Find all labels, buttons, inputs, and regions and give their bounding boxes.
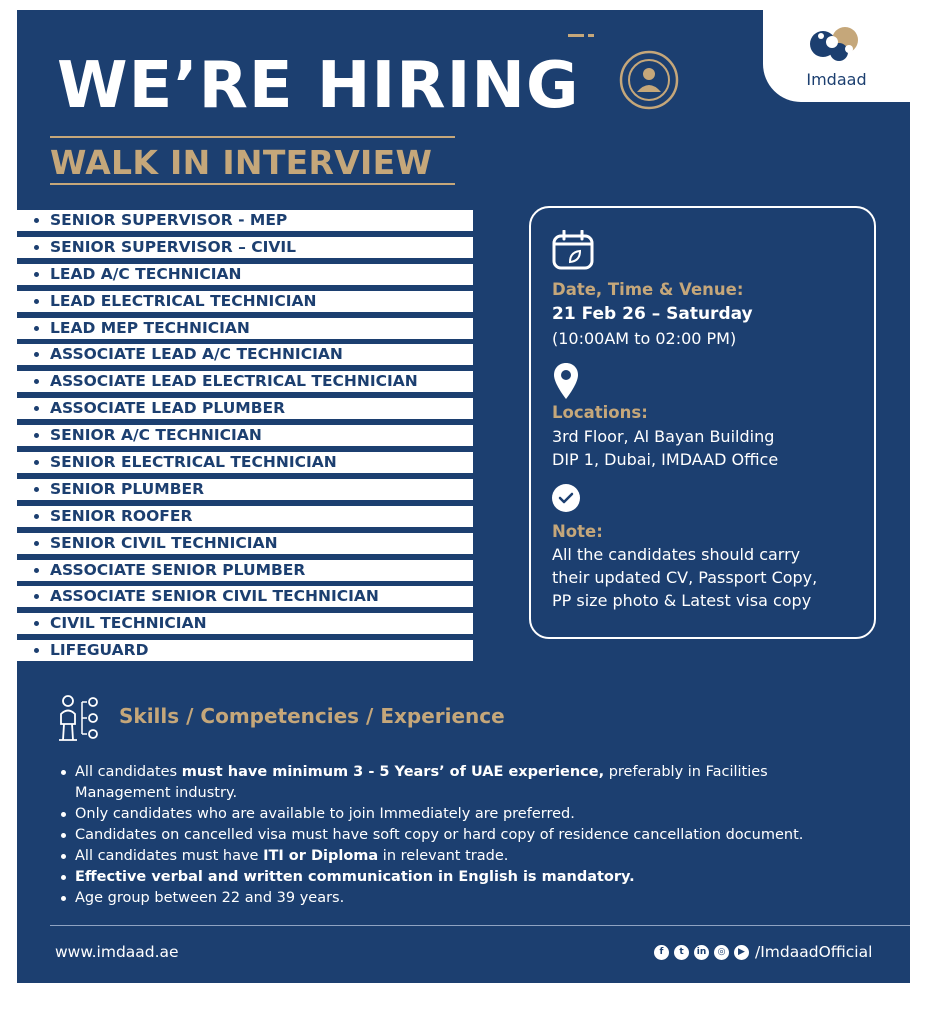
job-title-item: LEAD A/C TECHNICIAN <box>17 264 473 285</box>
skill-requirement-item <box>57 825 857 846</box>
skill-text-pre: Candidates on cancelled visa must have soft copy or hard copy of residence cancellation document. <box>75 827 804 843</box>
job-title-item: SENIOR SUPERVISOR – CIVIL <box>17 237 473 258</box>
hiring-poster <box>17 10 910 983</box>
job-title-item: LEAD ELECTRICAL TECHNICIAN <box>17 291 473 312</box>
calendar-icon <box>552 230 594 274</box>
interview-info-card <box>529 206 876 639</box>
job-title-item: SENIOR A/C TECHNICIAN <box>17 425 473 446</box>
skill-text-pre: All candidates must have <box>75 848 264 864</box>
skill-text-pre: All candidates <box>75 764 182 780</box>
skill-text-bold: must have minimum 3 - 5 Years’ of UAE experience, <box>181 764 605 780</box>
instagram-icon[interactable]: ◎ <box>714 945 729 960</box>
interview-date: 21 Feb 26 – Saturday <box>552 304 753 324</box>
interview-time: (10:00AM to 02:00 PM) <box>552 329 737 348</box>
page-subtitle: WALK IN INTERVIEW <box>50 143 433 182</box>
skills-list <box>57 762 857 909</box>
facebook-icon[interactable]: f <box>654 945 669 960</box>
location-line-1: 3rd Floor, Al Bayan Building <box>552 427 775 446</box>
decorative-dash <box>588 34 594 37</box>
twitter-icon[interactable]: t <box>674 945 689 960</box>
title-rule-top <box>50 136 455 138</box>
footer-divider <box>50 925 910 926</box>
skill-requirement-item <box>57 846 857 867</box>
title-rule-bottom <box>50 183 455 185</box>
job-title-item: ASSOCIATE LEAD A/C TECHNICIAN <box>17 344 473 365</box>
note-line-3: PP size photo & Latest visa copy <box>552 591 812 610</box>
skill-text-post: in relevant trade. <box>378 848 509 864</box>
linkedin-icon[interactable]: in <box>694 945 709 960</box>
imdaad-logo <box>805 24 871 72</box>
note-heading: Note: <box>552 522 603 541</box>
skill-requirement-item <box>57 888 857 909</box>
skill-text-pre: Only candidates who are available to join Immediately are preferred. <box>75 806 575 822</box>
page-title: WE’RE HIRING <box>57 49 580 123</box>
job-title-item: SENIOR PLUMBER <box>17 479 473 500</box>
social-links <box>654 943 872 961</box>
skill-text-bold: ITI or Diploma <box>263 848 379 864</box>
skill-requirement-item <box>57 762 857 804</box>
youtube-icon[interactable]: ▶ <box>734 945 749 960</box>
skills-title: Skills / Competencies / Experience <box>119 704 505 728</box>
location-pin-icon <box>553 362 579 404</box>
date-heading: Date, Time & Venue: <box>552 280 744 299</box>
job-list <box>17 210 473 667</box>
job-title-item: ASSOCIATE SENIOR CIVIL TECHNICIAN <box>17 586 473 607</box>
job-title-item: SENIOR SUPERVISOR - MEP <box>17 210 473 231</box>
social-handle[interactable]: /ImdaadOfficial <box>755 943 873 961</box>
job-title-item: ASSOCIATE SENIOR PLUMBER <box>17 560 473 581</box>
job-title-item: LIFEGUARD <box>17 640 473 661</box>
note-line-2: their updated CV, Passport Copy, <box>552 568 818 587</box>
skills-person-icon <box>57 694 101 748</box>
job-title-item: LEAD MEP TECHNICIAN <box>17 318 473 339</box>
job-title-item: CIVIL TECHNICIAN <box>17 613 473 634</box>
skill-requirement-item <box>57 804 857 825</box>
brand-name: Imdaad <box>806 70 867 89</box>
person-circle-icon <box>617 48 681 116</box>
website-link[interactable]: www.imdaad.ae <box>55 943 179 961</box>
job-title-item: SENIOR CIVIL TECHNICIAN <box>17 533 473 554</box>
note-line-1: All the candidates should carry <box>552 545 801 564</box>
logo-badge <box>763 10 910 102</box>
skill-text-bold: Effective verbal and written communication in English is mandatory. <box>75 869 635 885</box>
job-title-item: SENIOR ELECTRICAL TECHNICIAN <box>17 452 473 473</box>
check-circle-icon <box>552 484 580 516</box>
skill-text-pre: Age group between 22 and 39 years. <box>75 890 345 906</box>
job-title-item: ASSOCIATE LEAD ELECTRICAL TECHNICIAN <box>17 371 473 392</box>
location-heading: Locations: <box>552 403 648 422</box>
decorative-dash <box>568 34 584 37</box>
location-line-2: DIP 1, Dubai, IMDAAD Office <box>552 450 779 469</box>
skill-requirement-item <box>57 867 857 888</box>
job-title-item: ASSOCIATE LEAD PLUMBER <box>17 398 473 419</box>
skill-text-post: preferably in Facilities Management industry. <box>75 764 768 801</box>
job-title-item: SENIOR ROOFER <box>17 506 473 527</box>
